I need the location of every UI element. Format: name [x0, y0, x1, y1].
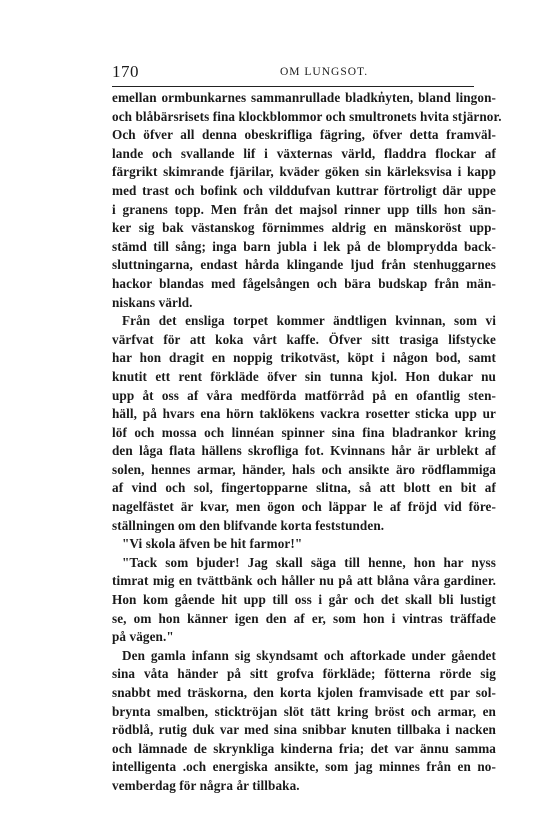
- text-line: på vägen.": [112, 629, 174, 645]
- text-line: Och öfver all denna obeskrifliga fägring, öfver detta framväl-: [112, 127, 496, 143]
- text-line: se, om hon känner igen den af er, som hon i vintras träffade: [112, 610, 496, 626]
- text-line: timrat mig en tvättbänk och håller nu på att blåna våra gardiner.: [112, 573, 496, 589]
- text-line: solen, hennes armar, händer, hals och ansikte äro rödflammiga: [112, 461, 496, 477]
- text-line: den låga flata hällens skrofliga fot. Kvinnans hår är urblekt af: [112, 443, 496, 459]
- body-text: [112, 89, 502, 796]
- text-line: ställningen om den blifvande korta feststunden.: [112, 517, 385, 533]
- text-line: lande och svallande lif i växternas värld, fladdra flockar af: [112, 145, 496, 161]
- text-line: Hon kom gående hit upp till oss i går och det skall bli lustigt: [112, 592, 496, 608]
- text-line: hackor blandas med fågelsången och bära budskap från män-: [112, 275, 496, 291]
- text-line: af vind och sol, fingertopparne slitna, så att blott en bit af: [112, 480, 496, 496]
- text-line: Den gamla infann sig skyndsamt och aftorkade under gåendet: [122, 647, 496, 663]
- text-line: värfvat för att koka vårt kaffe. Öfver sitt trasiga lifstycke: [112, 331, 496, 347]
- text-line: och lämnade de skrynkliga kinderna fria; det var ännu samma: [112, 740, 496, 756]
- text-line: nagelfästet är kvar, men ögon och läppar le af fröjd vid före-: [112, 499, 496, 515]
- text-line: med trast och bofink och vilddufvan kuttrar förtroligt där uppe: [112, 182, 496, 198]
- text-line: sluttningarna, endast hårda klingande ljud från stenhuggarnes: [112, 257, 496, 273]
- text-line: snabbt med träskorna, den korta kjolen framvisade ett par sol-: [112, 685, 496, 700]
- text-line: löf och mossa och linnéan spinner sina fina bladrankor kring: [112, 424, 496, 440]
- text-line: "Tack som bjuder! Jag skall säga till henne, hon har nyss: [122, 554, 496, 570]
- text-line: Från det ensliga torpet kommer ändtligen kvinnan, som vi: [122, 313, 496, 329]
- text-line: ker sig bak västanskog förnimmes aldrig en mänskoröst upp-: [112, 220, 496, 236]
- header-rule: [112, 86, 474, 87]
- text-line: knutit ett rent förkläde öfver sin tunna kjol. Hon dukar nu: [112, 368, 496, 384]
- text-line: vemberdag för några år tillbaka.: [112, 777, 300, 793]
- text-line: och blåbärsrisets fina klockblommor och smultronets hvita stjärnor.: [112, 108, 502, 124]
- text-line: sina våta händer på sitt grofva förkläde; fötterna rörde sig: [112, 666, 496, 682]
- text-line: "Vi skola äfven be hit farmor!": [122, 536, 303, 552]
- running-head: OM LUNGSOT.: [280, 66, 369, 78]
- text-line: niskans värld.: [112, 294, 193, 310]
- text-line: häll, på hvars ena hörn taklökens vackra rosetter sticka upp ur: [112, 406, 496, 422]
- text-line: intelligenta .och energiska ansikte, som jag minnes från en no-: [112, 759, 496, 775]
- text-line: brynta smalben, sticktröjan slöt tätt kring bröst och armar, en: [112, 703, 496, 719]
- text-line: emellan ormbunkarnes sammanrullade bladkn̓yten, bland lingon-: [112, 90, 496, 105]
- page-header: [112, 62, 474, 84]
- text-line: färgrikt skimrande fjärilar, kväder göken sin kärleksvisa i kapp: [112, 164, 496, 180]
- page-number: 170: [112, 62, 139, 81]
- text-line: upp åt oss af våra medförda matförråd på en ofantlig sten-: [112, 387, 496, 403]
- text-line: stämd till sång; inga barn jubla i lek på de blomprydda back-: [112, 238, 496, 254]
- text-line: i granens topp. Men från det majsol rinner upp tills hon sän-: [112, 201, 496, 217]
- text-line: har hon dragit en noppig trikotväst, köpt i någon bod, samt: [112, 350, 496, 366]
- text-line: rödblå, rutig duk var med sina snibbar knuten tillbaka i nacken: [112, 722, 496, 738]
